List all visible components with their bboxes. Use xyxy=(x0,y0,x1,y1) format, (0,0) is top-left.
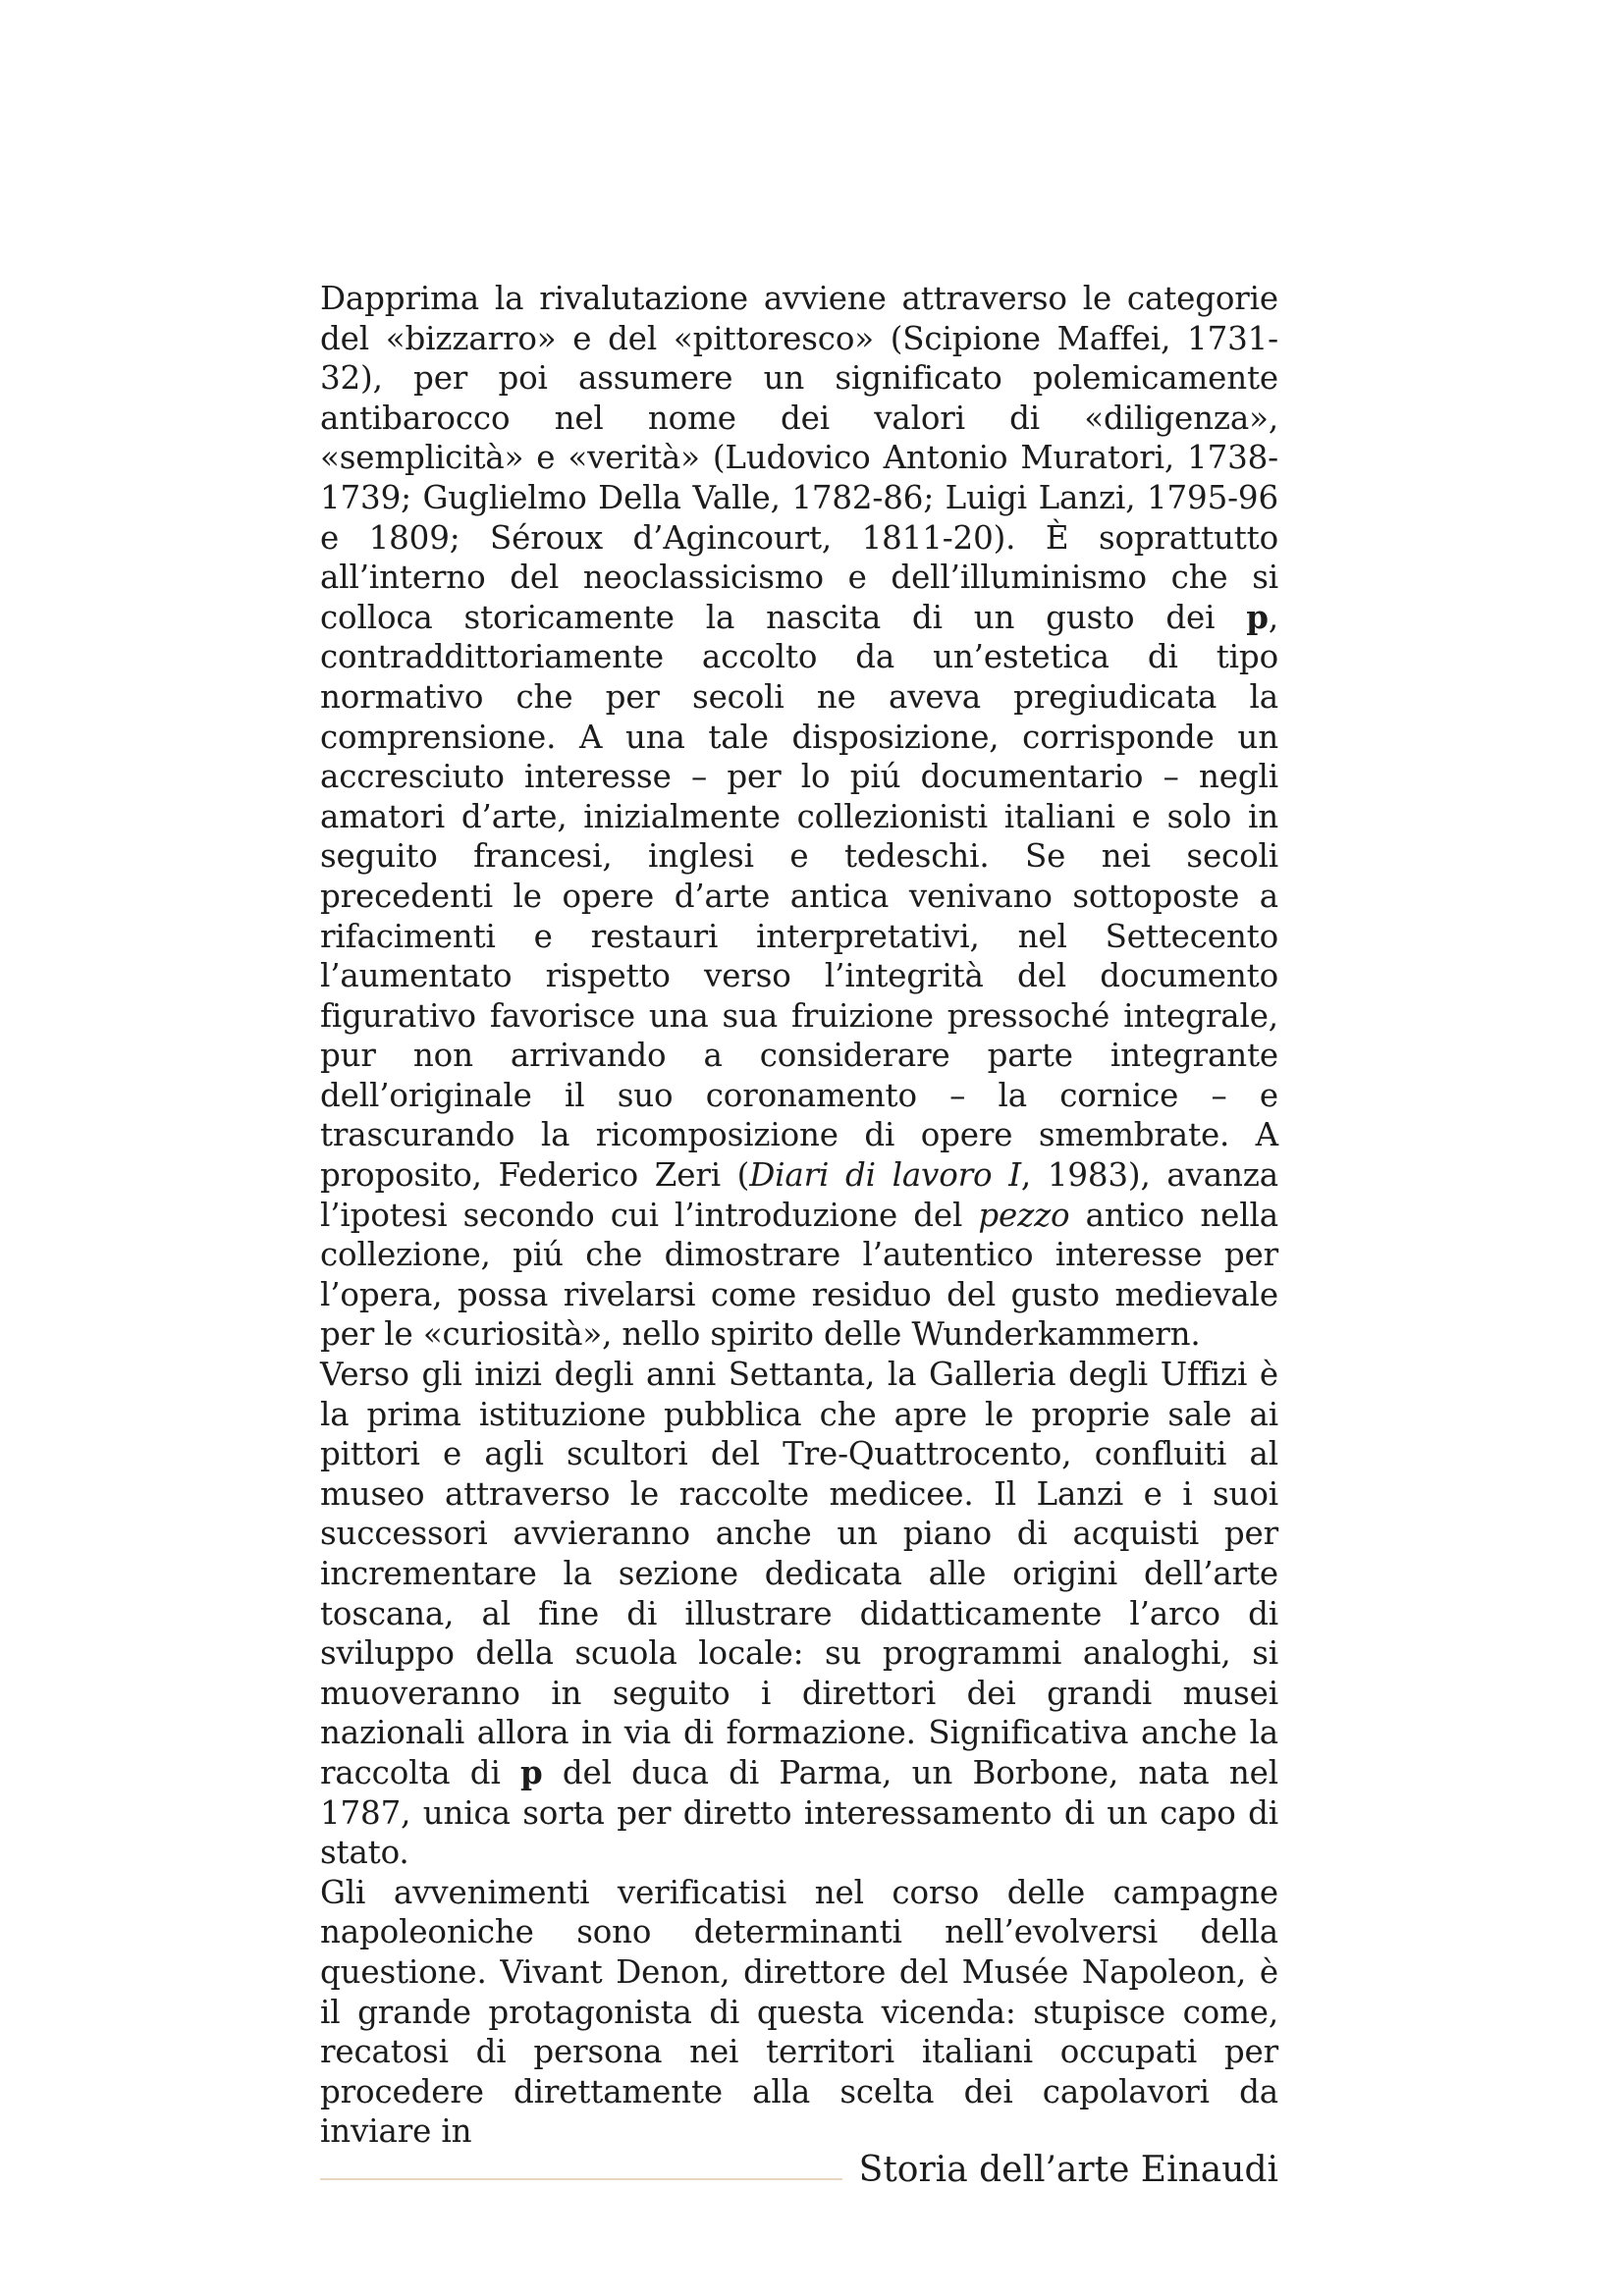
paragraph-1 xyxy=(320,279,1278,1355)
text-run: Dapprima la rivalutazione avviene attraverso le categorie del «bizzarro» e del «pittoresco» (Scipione Maffei, 1731-32), per poi assumere un significato polemicamente antibarocco nel nome dei valori di «diligenza», «semplicità» e «verità» (Ludovico Antonio Muratori, 1738-1739; Guglielmo Della Valle, 1782-86; Luigi Lanzi, 1795-96 e 1809; Séroux d’Agincourt, 1811-20). È soprattutto all’interno del neoclassicismo e dell’illuminismo che si colloca storicamente la nascita di un gusto dei xyxy=(320,280,1278,636)
text-run: del duca di Parma, un Borbone, nata nel 1787, unica sorta per diretto interessamento di un capo di stato. xyxy=(320,1753,1278,1872)
text-run: Verso gli inizi degli anni Settanta, la Galleria degli Uffizi è la prima istituzione pubblica che apre le proprie sale ai pittori e agli scultori del Tre-Quattrocento, confluiti al museo attraverso le raccolte medicee. Il Lanzi e i suoi successori avvieranno anche un piano di acquisti per incrementare la sezione dedicata alle origini dell’arte toscana, al fine di illustrare didatticamente l’arco di sviluppo della scuola locale: su programmi analoghi, si muoveranno in seguito i direttori dei grandi musei nazionali allora in via di formazione. Significativa anche la raccolta di xyxy=(320,1356,1278,1791)
paragraph-2 xyxy=(320,1355,1278,1873)
body-text xyxy=(320,279,1278,2152)
italic-term: pezzo xyxy=(978,1196,1070,1234)
bold-term: p xyxy=(1246,597,1269,636)
text-run: Gli avvenimenti verificatisi nel corso delle campagne napoleoniche sono determinanti nell’evolversi della questione. Vivant Denon, direttore del Musée Napoleon, è il grande protagonista di questa vicenda: stupisce come, recatosi di persona nei territori italiani occupati per procedere direttamente alla scelta dei capolavori da inviare in xyxy=(320,1873,1278,2151)
text-run: , 1983), avanza l’ipotesi secondo cui l’introduzione del xyxy=(320,1156,1279,1234)
footer-rule xyxy=(320,2178,842,2180)
publication-title: Storia dell’arte Einaudi xyxy=(858,2150,1278,2190)
paragraph-3 xyxy=(320,1873,1278,2152)
italic-term: Diari di lavoro I xyxy=(749,1156,1021,1195)
page-footer xyxy=(320,2146,1278,2205)
text-run: antico nella collezione, piú che dimostrare l’autentico interesse per l’opera, possa rivelarsi come residuo del gusto medievale per le «curiosità», nello spirito delle Wunderkammern. xyxy=(320,1196,1278,1354)
bold-term: p xyxy=(520,1752,543,1791)
text-run: , contraddittoriamente accolto da un’estetica di tipo normativo che per secoli ne aveva pregiudicata la comprensione. A una tale disposizione, corrisponde un accresciuto interesse – per lo piú documentario – negli amatori d’arte, inizialmente collezionisti italiani e solo in seguito francesi, inglesi e tedeschi. Se nei secoli precedenti le opere d’arte antica venivano sottoposte a rifacimenti e restauri interpretativi, nel Settecento l’aumentato rispetto verso l’integrità del documento figurativo favorisce una sua fruizione pressoché integrale, pur non arrivando a considerare parte integrante dell’originale il suo coronamento – la cornice – e trascurando la ricomposizione di opere smembrate. A proposito, Federico Zeri ( xyxy=(320,598,1278,1195)
